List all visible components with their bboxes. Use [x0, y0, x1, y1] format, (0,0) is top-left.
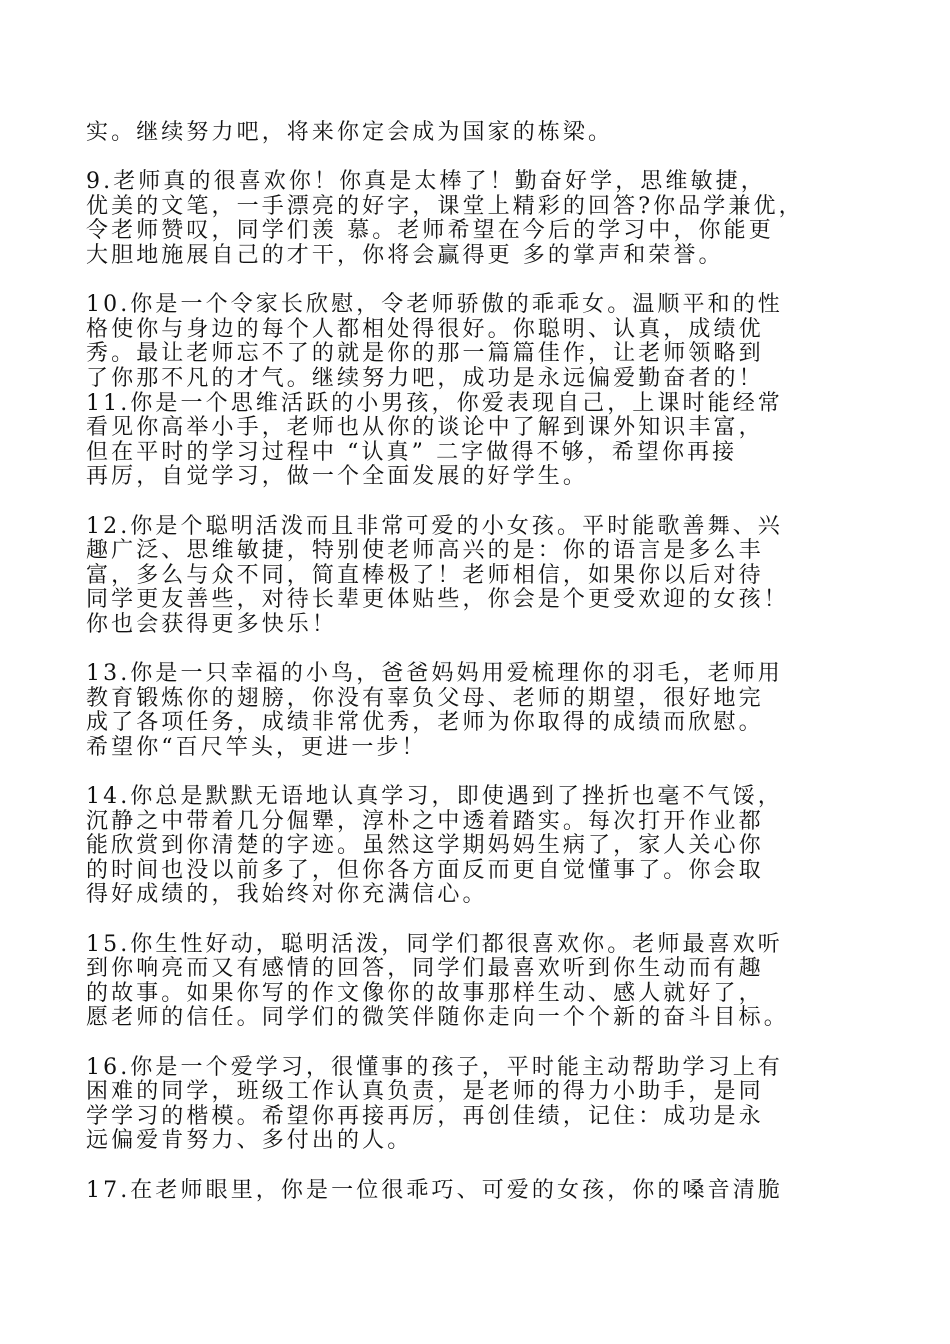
text-line: 趣广泛、思维敏捷，特别使老师高兴的是：你的语言是多么丰 — [86, 538, 764, 564]
paragraph-gap — [86, 908, 876, 933]
text-line: 令老师赞叹，同学们羡 慕。老师希望在今后的学习中，你能更 — [86, 218, 774, 244]
text-line: 了你那不凡的才气。继续努力吧，成功是永远偏爱勤奋者的！ — [86, 365, 764, 391]
text-line: 11.你是一个思维活跃的小男孩，你爱表现自己，上课时能经常 — [86, 390, 783, 416]
text-line: 16.你是一个爱学习，很懂事的孩子，平时能主动帮助学习上有 — [86, 1054, 783, 1080]
text-line: 格使你与身边的每个人都相处得很好。你聪明、认真，成绩优 — [86, 316, 764, 342]
text-line: 你也会获得更多快乐！ — [86, 611, 338, 637]
text-line: 成了各项任务，成绩非常优秀，老师为你取得的成绩而欣慰。 — [86, 710, 764, 736]
text-line: 沉静之中带着几分倔犟，淳朴之中透着踏实。每次打开作业都 — [86, 808, 764, 834]
paragraph-gap — [86, 760, 876, 785]
text-line: 学学习的楷模。希望你再接再厉，再创佳绩，记住：成功是永 — [86, 1103, 764, 1129]
paragraph-14 — [86, 785, 876, 908]
paragraph-16 — [86, 1056, 876, 1154]
text-line: 得好成绩的，我始终对你充满信心。 — [86, 882, 488, 908]
text-line: 愿老师的信任。同学们的微笑伴随你走向一个个新的奋斗目标。 — [86, 1005, 789, 1031]
text-line: 困难的同学，班级工作认真负责，是老师的得力小助手，是同 — [86, 1079, 764, 1105]
text-line: 17.在老师眼里，你是一位很乖巧、可爱的女孩，你的嗓音清脆 — [86, 1177, 783, 1203]
text-line: 看见你高举小手，老师也从你的谈论中了解到课外知识丰富， — [86, 415, 764, 441]
text-line: 9.老师真的很喜欢你！你真是太棒了！勤奋好学，思维敏捷， — [86, 169, 766, 195]
text-line: 教育锻炼你的翅膀，你没有辜负父母、老师的期望，很好地完 — [86, 685, 764, 711]
text-line: 希望你“百尺竿头，更进一步！ — [86, 734, 427, 760]
text-line: 秀。最让老师忘不了的就是你的那一篇篇佳作，让老师领略到 — [86, 341, 764, 367]
paragraph-10-11 — [86, 293, 876, 490]
text-line: 的故事。如果你写的作文像你的故事那样生动、感人就好了， — [86, 980, 764, 1006]
paragraph-gap — [86, 146, 876, 171]
text-line: 富，多么与众不同，简直棒极了！老师相信，如果你以后对待 — [86, 562, 764, 588]
paragraph-gap — [86, 269, 876, 294]
paragraph-gap — [86, 1154, 876, 1179]
text-line: 同学更友善些，对待长辈更体贴些，你会是个更受欢迎的女孩！ — [86, 587, 789, 613]
text-line: 实。继续努力吧，将来你定会成为国家的栋梁。 — [86, 120, 614, 145]
text-line: 大胆地施展自己的才干，你将会赢得更 多的掌声和荣誉。 — [86, 242, 724, 268]
text-line: 10.你是一个令家长欣慰，令老师骄傲的乖乖女。温顺平和的性 — [86, 292, 783, 318]
text-line: 14.你总是默默无语地认真学习，即使遇到了挫折也毫不气馁， — [86, 784, 783, 810]
paragraph-17 — [86, 1179, 876, 1204]
text-line: 远偏爱肯努力、多付出的人。 — [86, 1128, 413, 1154]
paragraph-13 — [86, 662, 876, 760]
text-line: 优美的文笔，一手漂亮的好字，课堂上精彩的回答?你品学兼优， — [86, 193, 804, 219]
text-line: 15.你生性好动，聪明活泼，同学们都很喜欢你。老师最喜欢听 — [86, 931, 783, 957]
text-line: 到你响亮而又有感情的回答，同学们最喜欢听到你生动而有趣 — [86, 956, 764, 982]
text-line: 能欣赏到你清楚的字迹。虽然这学期妈妈生病了，家人关心你 — [86, 833, 764, 859]
paragraph-15 — [86, 933, 876, 1031]
document-body — [86, 121, 876, 1203]
text-line: 12.你是个聪明活泼而且非常可爱的小女孩。平时能歌善舞、兴 — [86, 513, 783, 539]
paragraph-9 — [86, 170, 876, 268]
paragraph-gap — [86, 637, 876, 662]
paragraph-12 — [86, 515, 876, 638]
text-line: 再厉，自觉学习，做一个全面发展的好学生。 — [86, 464, 589, 490]
paragraph-8-tail — [86, 121, 876, 146]
paragraph-gap — [86, 490, 876, 515]
text-line: 13.你是一只幸福的小鸟，爸爸妈妈用爱梳理你的羽毛，老师用 — [86, 661, 783, 687]
text-line: 的时间也没以前多了，但你各方面反而更自觉懂事了。你会取 — [86, 857, 764, 883]
paragraph-gap — [86, 1031, 876, 1056]
text-line: 但在平时的学习过程中 “认真” 二字做得不够，希望你再接 — [86, 439, 738, 465]
